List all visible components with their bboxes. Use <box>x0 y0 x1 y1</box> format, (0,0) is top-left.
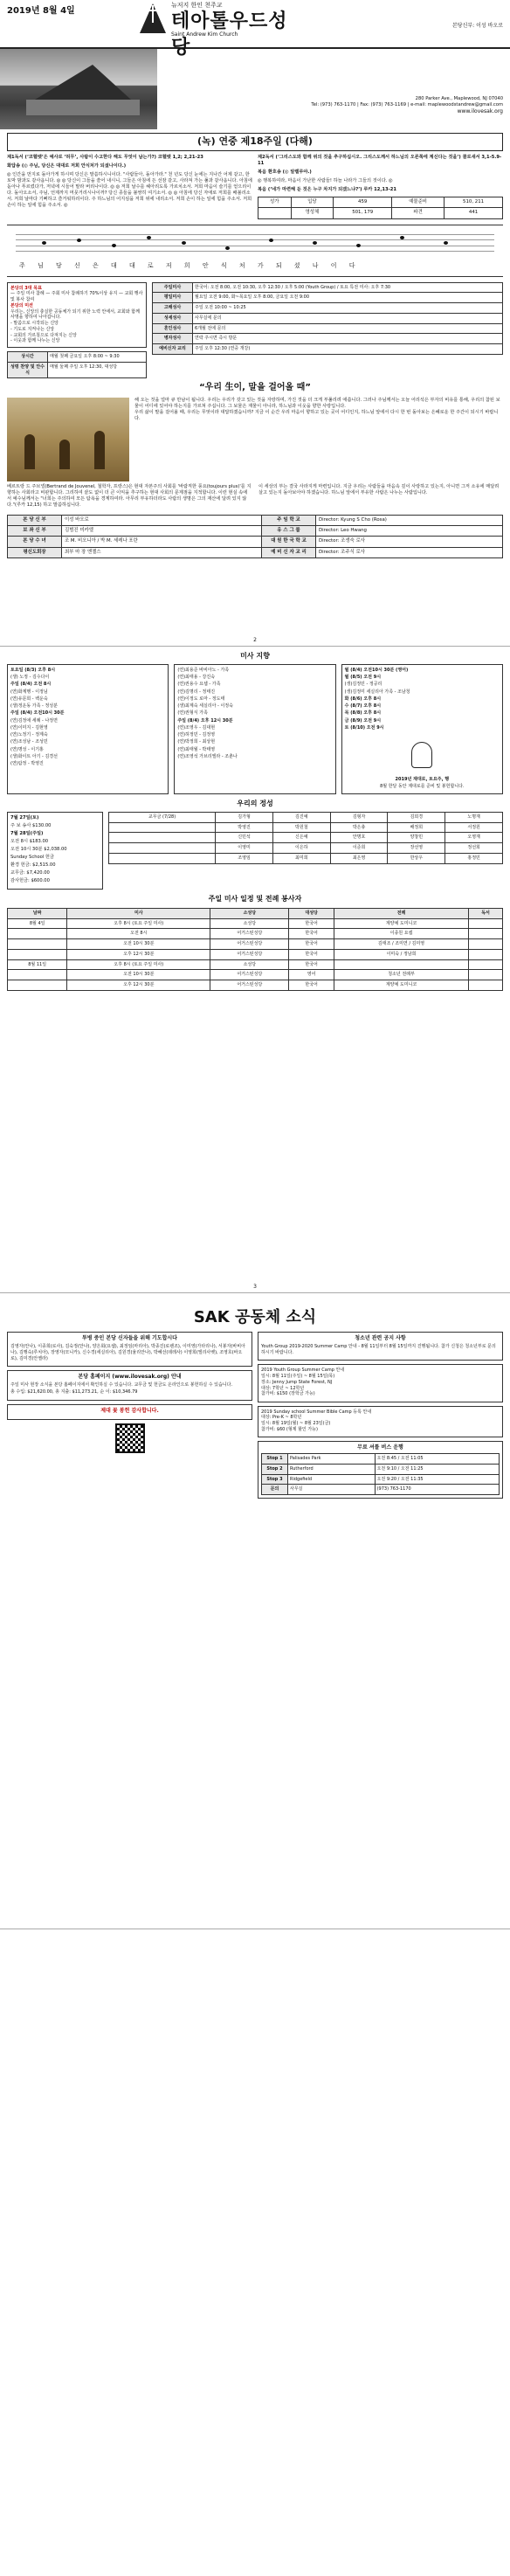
intentions-col-3: 월 (8/4) 오전10시 30분 (영어) 월 (8/5) 오전 9시 (생)김정민 - 정공리 (생)김정미 세실리아 가족 - 조남청 화 (8/6) 오후 8시 수 (8/7) 오후 8시 목 (8/8) 오후 8시 금 (8/9) 오전 9시 토 (8/10) 오전 9시 2019년 재대로, 토요주, 행 8월 한달 동안 제대로를 준비 및 봉헌합니다. <box>341 664 503 794</box>
mass-intention-title: 미사 지향 <box>240 652 270 660</box>
liturgy-title: 주일 미사 일정 및 전례 봉사자 <box>208 894 302 903</box>
essay-text-bottom: 베르트랑 드 주브넬(Bertrand de Jouvenel, 철학자, 프랑스)은 현대 자본주의 사회를 '바람직한 풍요(toujours plus)'를 지향하는 사회라고 비판합니다. 그리하여 끝도 없이 더 큰 이익을 추구하는 현대 사회의 문제점을 지적합니다. 이런 현실 속에서 예수님께서는 "너희는 주의하여 모든 탐욕을 경계하여라. 아무리 부유하더라도 사람의 생명은 그의 재산에 달려 있지 않다."(루카 12,15) 하고 말씀하십니다. 이 세상의 부는 결국 사라지게 마련입니다. 지금 우리는 사람들을 마음속 깊이 사랑하고 있는지, 아니면 그저 소유에 매달려 살고 있는지 돌아보아야 하겠습니다. 하느님 앞에서 부유한 사람은 나누는 사람입니다. <box>7 483 500 508</box>
music-staff <box>16 234 494 257</box>
summer-camp-box: 2019 Youth Group Summer Camp 안내 일시: 8월 11일(주일) ~ 8월 15일(목) 장소: Jenny Jump State Forest, NJ 대상: 7학년 ~ 12학년 참가비: $150 (장학금 가능) <box>258 1364 503 1402</box>
intentions-col-2: (연)최용준 바비아노 - 가족 (연)최태용 - 강진숙 (연)권용수 요셉 - 가족 (연)김명리 - 정태진 (연)이정도 로마 - 정도태 (생)최계숙 세실리아 - 이정숙 (연)권형식 가족 주일 (8/4) 오후 12시 30분 (연)조영우 - 김대현 (연)허정민 - 김정영 (연)박정희 - 최상현 (연)최태월 - 박태영 (연)조영석 가브리엘라 - 조춘나 <box>174 664 335 794</box>
qr-code-icon <box>115 1423 145 1453</box>
music-note <box>444 241 448 245</box>
masthead <box>0 0 510 59</box>
contact-block <box>157 49 510 129</box>
page-number: 2 <box>253 636 257 643</box>
music-note <box>356 244 361 247</box>
bulletin-page-2 <box>0 647 510 1293</box>
bulletin-page-community <box>0 1293 510 1929</box>
prayer-request-box: 투병 중인 본당 신자들을 위해 기도합시다 김영자(안나), 이종희(로사), 김숙정(안나), 양은회(요셉), 최정임(마리아), 박종진(로렌조), 이미영(가타리나), 서봉자(바비아나), 김행숙(루치아), 장영자(모니카), 신수경(세실리아), 김원경(율리안나), 박혜선(데레사) 이영희(엘리사벳), 조영호(바오로), 김미경(안젤라) <box>7 1332 252 1367</box>
community-right <box>258 1332 503 1502</box>
page-number: 3 <box>253 1283 257 1290</box>
music-note <box>112 244 116 247</box>
ministry-title: 우리의 정성 <box>237 800 273 808</box>
psalm-text: ◎ 인간을 먼지로 돌아가게 하시며 당신은 말씀하시니이다. "사람들아, 돌아가라." 천 년도 당신 눈에는 지나간 어제 같고, 한 토막 밤과도 같사옵니다. ◎ ◎ 당신이 그들을 쓸어 내시니, 그들은 아침에 든 선잠 같고, 사라져 가는 풀과 같사옵니다. 아침에 돋아나 푸르렀다가, 저녁에 시들어 말라 버리나이다. ◎ ◎ 저희 날수를 헤아리도록 가르치소서. 저희 마음이 슬기를 얻으리이다. 돌아오소서, 주님, 언제까지 머뭇거리시나이까? 당신 종들을 불쌍히 여기소서. ◎ ◎ 아침에 당신 자애로 저희를 배불리소서. 저희 날마다 기뻐하고 즐거워하리이다. 주 하느님의 어지심을 저희 위에 내리소서. 저희 손이 하는 일에 힘을 주소서. 저희 손이 하는 일에 힘을 주소서. ◎ <box>7 171 252 208</box>
gospel-title: 복음 (‘네가 마련해 둔 것은 누구 차지가 되겠느냐?’) 루카 12,13-21 <box>258 186 396 192</box>
harvest-painting <box>7 398 129 481</box>
shuttle-bus-box: 무료 셔틀 버스 운행 Stop 1 Palisades Park 오전 8:45 / 오전 11:05 Stop 2 Rutherford 오전 9:10 / 오전 11:25 Stop 3 Ridgefield 오전 9:20 / 오전 11:35 문의 사무실 (973) 763-1170 <box>258 1441 503 1499</box>
essay <box>0 398 510 481</box>
praying-hands-icon <box>404 735 439 773</box>
essay-text-right: 해 오는 것을 얼마 큐 만남이 됩니다. 우리는 우리가 갖고 있는 것을 자랑하며, 가진 것을 더 크게 부풀리려 애씁니다. 그러나 주님께서는 오늘 어리석은 부자의 비유를 통해, 우리의 참된 보물이 어디에 있어야 하는지를 가르쳐 주십니다. 그 보물은 재물이 아니라, 하느님과 이웃을 향한 사랑입니다. 우리 삶이 말을 걸어올 때, 우리는 무엇이라 대답하겠습니까? 지금 이 순간 우리 마음이 향하고 있는 곳이 어디인지, 하느님 앞에서 다시 한 번 돌아보는 은혜로운 한 주간이 되시기 바랍니다. <box>134 397 500 421</box>
thanks-box: 제대 꽃 봉헌 감사합니다. <box>7 1404 252 1420</box>
parish-mission <box>7 282 147 379</box>
readings-left <box>7 155 252 219</box>
church-photo-row <box>0 49 510 129</box>
music-note <box>269 239 273 242</box>
liturgy-table: 날짜 미사 소성당 대성당 전례 독서 8월 4일 오후 8시 (토요 주일 미사) 소성당 한국어 계양예 도미니코 오전 8시 어거스틴성당 한국어 이종원 요셉 오전 10시 30분 어거스틴성당 한국어 김태조 / 조미연 / 김미영 오후 12시 30분 어거스틴성당 한국어 이미숙 / 정남희 8월 11일 오후 8시 (토요 주일 미사) 소성당 한국어 오전 10시 30분 어거스틴성당 영어 청소년 전례부 오후 12시 30분 어거스틴성당 한국어 계양예 도미니코 <box>7 908 503 991</box>
readings-right <box>258 155 503 219</box>
address-line: 280 Parker Ave., Maplewood, NJ 07040 <box>415 96 503 101</box>
music-note <box>42 241 46 245</box>
counsel-table: 상시간 매월 첫째 금요일 오후 8:00 ~ 9:30 성령 찬양 및 안수식 매월 둘째 주일 오후 12:30, 대성당 <box>7 351 147 378</box>
pastor-name: 본당신부: 이성 바오로 <box>451 23 503 29</box>
music-note <box>225 246 230 250</box>
first-reading: 제1독서 (‘코헬렛’은 예사로 ‘허무’, 사람이 수고한다 해도 무엇이 남는가?) 코헬렛 1,2; 2,21-23 <box>7 154 203 160</box>
cross-icon <box>150 5 155 23</box>
psalm-title: 화답송 (◎ 주님, 당신은 대대로 저희 안식처가 되셨나이다.) <box>7 163 127 169</box>
readings-section <box>0 155 510 219</box>
mass-schedule <box>152 282 503 379</box>
intentions-col-1: 토요일 (8/3) 오후 8시 (생) 노정 - 김수다이 주일 (8/4) 오전 8시 (연)화계행 - 이정님 (연)유문희 - 백운숙 (생)정운동 가족 - 정성분 주일 (8/4) 오전10시 30분 (연)김정애 세례 - 나정면 (연)이미지 - 김현영 (연)노정기 - 정계숙 (연)조성남 - 조성민 (연)명성 - 이기홍 (생)화이트 아기 - 김경선 (연)탐정 - 박영진 <box>7 664 169 794</box>
schedule-table: 주일미사 한국어: 오전 8:00, 오전 10:30, 오후 12:30 / 오후 5:00 (Youth Group) / 토요 특전 미사: 오후 7:30 평일미사 월요일 오전 9:00, 화~목요일 오후 8:00, 금요일 오전 9:00 고해성사 주일 오전 10:00 ~ 10:25 성세성사 사무실에 문의 혼인성사 6개월 전에 문의 병자성사 연락 주시면 즉시 방문 예비신자 교리 주일 오후 12:30 (연중 개강) <box>152 282 503 355</box>
community-news-title: SAK 공동체 소식 <box>193 1308 317 1326</box>
community-left <box>7 1332 252 1502</box>
hymn-table: 성가 입당 459 예물준비 510, 211 영성체 501, 179 파견 441 <box>258 197 503 219</box>
youth-box: 청소년 관련 공지 사항 Youth Group 2019-2020 Summer Camp 안내 - 8월 11일부터 8월 15일까지 진행됩니다. 참가 신청은 청소년부로 문의하시기 바랍니다. <box>258 1332 503 1361</box>
bulletin-page-1 <box>0 0 510 647</box>
church-name: 테아톨우드성당 <box>171 10 288 59</box>
psalm-music-score <box>7 225 503 277</box>
bible-camp-box: 2019 Sunday school Summer Bible Camp 등록 안내 대상: Pre-K ~ 8학년 일시: 8월 19일(월) ~ 8월 23일(금) 참가비: $60 (형제 할인 가능) <box>258 1406 503 1438</box>
alleluia-title: 복음 환호송 (◎ 알렐루야.) <box>258 169 312 175</box>
music-note <box>400 236 404 239</box>
music-note <box>77 239 81 242</box>
donor-list: 교무금 (7/28) 김가형 김진예 김형자 김희경 노명재 박영진 박원철 박은총 배정희 서정원 신민석 신은예 안명호 양창민 오영재 이영미 이은하 이준희 장선영 정선희 조영임 최미희 최은영 한상우 홍정민 <box>108 812 503 890</box>
staff-directory: 본 당 신 부 이성 바오로 주 임 학 교 Director: Kyung S Cho (Rosa) 보 좌 신 부 김범진 미카엘 유 스 그 룹 Director: Leo Hwang 본 당 수 녀 조 M. 비오니아 / 박 M. 세레나 포란 대 원 한 국 학 교 Director: 조생숙 로사 평신도회장 최부 마 장 엔젤스 예 비 신 자 교 리 Director: 조주식 로사 <box>7 515 503 558</box>
essay-title: “우리 生이, 말을 걸어올 때” <box>199 383 311 393</box>
parish-info <box>0 282 510 379</box>
community-news <box>0 1332 510 1502</box>
sunday-title: (녹) 연중 제18주일 (다해) <box>7 133 503 151</box>
bulletin-date: 2019년 8월 4일 <box>7 6 75 16</box>
mission-box: 본당의 3대 목표 — 주일 미사 참례 — 주회 미사 참례하기 70%이상 유지 — 교회 행사 및 봉사 참여 본당의 미션 우리는, 신앙의 충실한 공동체가 되기 위한 노력 안에서, 교회와 함께 사명을 향하여 나아갑니다. - 말씀으로 시작되는 신앙 - 기도로 지켜나는 신앙 - 교회의 가르침으로 다져지는 신앙 - 이웃과 함께 나누는 신앙 <box>7 282 147 349</box>
music-note <box>147 236 151 239</box>
second-reading: 제2독서 (‘그리스도와 함께 위의 것을 추구하십시오. 그리스도께서 하느님의 오른쪽에 계신다는 것을’) 콜로새서 3,1-5.9-11 <box>258 154 502 166</box>
church-kr: 뉴저지 한인 천주교 <box>171 2 223 9</box>
music-note <box>182 241 186 245</box>
contact-line: Tel: (973) 763-1170 | Fax: (973) 763-1169 | e-mail: maplewoodstandrew@gmail.com <box>311 102 503 108</box>
music-note <box>313 241 317 245</box>
church-logo <box>140 2 297 59</box>
church-photo <box>0 49 157 129</box>
website-link[interactable]: www.ilovesak.org <box>457 108 503 115</box>
hymn-lyric: 주 님 당 신 은 대 대 로 저 희 안 식 처 가 되 셨 나 이 다 <box>19 261 361 269</box>
church-en: Saint Andrew Kim Church <box>171 31 238 38</box>
offering-section <box>0 812 510 890</box>
mass-intentions <box>0 664 510 794</box>
homepage-box: 본당 홈페이지 (www.ilovesak.org) 안내 주일 미사 현장 소식을 본당 홈페이지에서 확인하실 수 있습니다. 교무금 및 헌금도 온라인으로 봉헌하실 수 있습니다. 총 수입: $21,620.00, 총 지출: $11,273.21, 순 이: $10,346.79 <box>7 1370 252 1401</box>
offering-summary: 7월 27일(토) 주 보 송사 $130.00 7월 28일(주일) 오전 8시 $183.00 오전 10시 30분 $2,038.00 Sunday School 헌금 환경 헌금: $2,515.00 교무금: $7,420.00 감사헌금: $600.00 <box>7 812 103 890</box>
alleluia-text: ◎ 행복하여라, 마음이 가난한 사람들! 하늘 나라가 그들의 것이다. ◎ <box>258 177 393 184</box>
shuttle-bus-table: Stop 1 Palisades Park 오전 8:45 / 오전 11:05 Stop 2 Rutherford 오전 9:10 / 오전 11:25 Stop 3 Ridgefield 오전 9:20 / 오전 11:35 문의 사무실 (973) 763-1170 <box>261 1453 500 1495</box>
